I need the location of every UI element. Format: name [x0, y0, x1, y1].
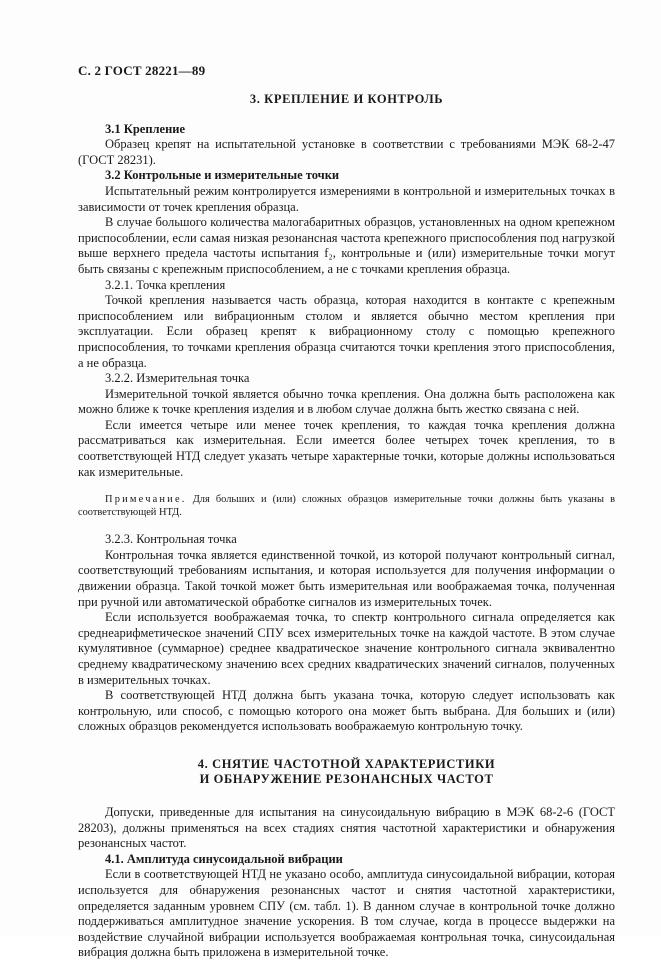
section-3-2-heading: 3.2 Контрольные и измерительные точки — [105, 168, 340, 183]
section-4-1-paragraph: Если в соответствующей НТД не указано особо, амплитуда синусоидальной вибрации, которая используется для обнаружения резонансных частот и снятия частотной характеристики, определяется заданным уровнем СПУ (см. табл. 1). В данном случае в контрольной точке должно поддерживаться амплитудное значение ускорения. В том случае, когда в процессе выдержки на воздействие случайной вибрации используется воображаемая контрольная точка, синусоидальная вибрация должна быть приложена в измерительной точке. — [78, 867, 615, 960]
note-label: Примечание. — [105, 494, 187, 506]
section-4-title-line-2: И ОБНАРУЖЕНИЕ РЕЗОНАНСНЫХ ЧАСТОТ — [199, 771, 494, 786]
section-4-title-line-1: 4. СНЯТИЕ ЧАСТОТНОЙ ХАРАКТЕРИСТИКИ — [197, 756, 496, 771]
section-4-intro: Допуски, приведенные для испытания на синусоидальную вибрацию в МЭК 68-2-6 (ГОСТ 28203), должны применяться на всех стадиях снятия частотной характеристики и обнаружения резонансных частот. — [78, 804, 615, 851]
section-4-title — [78, 757, 615, 787]
section-3-2-3-paragraph: В соответствующей НТД должна быть указана точка, которую следует использовать как контрольную, или способ, с помощью которого она может быть выбрана. Для больших и (или) сложных образцов рекомендуется использовать воображаемую контрольную точку. — [78, 688, 615, 734]
page-header: С. 2 ГОСТ 28221—89 — [78, 63, 206, 78]
section-3-2-2-paragraph: Измерительной точкой является обычно точка крепления. Она должна быть расположена как можно ближе к точке крепления изделия и в любом случае должна быть жестко связана с ней. — [78, 386, 615, 417]
section-3-title: 3. КРЕПЛЕНИЕ И КОНТРОЛЬ — [249, 92, 444, 106]
section-3-2-3-heading: 3.2.3. Контрольная точка — [105, 532, 237, 547]
note — [78, 493, 615, 519]
section-3-2-2-heading: 3.2.2. Измерительная точка — [105, 371, 250, 386]
section-3-2-1-paragraph: Точкой крепления называется часть образца, которая находится в контакте с крепежным приспособлением или вибрационным столом и является обычно местом крепления при эксплуатации. Если образец крепят к вибрационному столу с помощью крепежного приспособления, то точками крепления образца считаются точки крепления этого приспособления, а не образца. — [78, 293, 615, 370]
section-3-2-3-paragraph: Контрольная точка является единственной точкой, из которой получают контрольный сигнал, соответствующий требованиям испытания, и которая используется для получения информации о движении образца. Такой точкой может быть измерительная или воображаемая точка, полученная при ручной или автоматической обработке сигналов из измерительных точек. — [78, 547, 615, 609]
section-3-2-3-paragraph: Если используется воображаемая точка, то спектр контрольного сигнала определяется как среднеарифметическое значений СПУ всех измерительных точке на каждой частоте. В этом случае кумулятивное (суммарное) среднее квадратическое значение контрольного сигнала эквивалентно среднему квадратическому значению всех средних квадратических значений сигналов, полученных в измерительных точках. — [78, 610, 615, 687]
section-3-2-paragraph: Испытательный режим контролируется измерениями в контрольной и измерительных точках в зависимости от точек крепления образца. — [78, 183, 615, 214]
section-3-1-heading: 3.1 Крепление — [105, 121, 186, 136]
page-content — [78, 92, 615, 961]
section-3-2-1-heading: 3.2.1. Точка крепления — [105, 277, 226, 292]
note-text: Для больших и (или) сложных образцов измерительные точки должны быть указаны в соответствующей НТД. — [78, 494, 615, 519]
section-4-1-heading: 4.1. Амплитуда синусоидальной вибрации — [105, 851, 343, 866]
section-3-2-2-paragraph: Если имеется четыре или менее точек крепления, то каждая точка крепления должна рассматриваться как измерительная. Если имеется более четырех точек крепления, то в соответствующей НТД следует указать четыре характерные точки, которые должны использоваться как измерительные. — [78, 417, 615, 479]
section-3-1-text: Образец крепят на испытательной установке в соответствии с требованиями МЭК 68-2-47 (ГОСТ 28231). — [78, 137, 615, 167]
section-3-2-paragraph: В случае большого количества малогабаритных образцов, установленных на одном крепежном приспособлении, если самая низкая резонансная частота крепежного приспособления под нагрузкой выше верхнего предела частоты испытания f₂, контрольные и (или) измерительные точки могут быть связаны с крепежным приспособлением, а не с точками крепления образца. — [78, 215, 615, 276]
